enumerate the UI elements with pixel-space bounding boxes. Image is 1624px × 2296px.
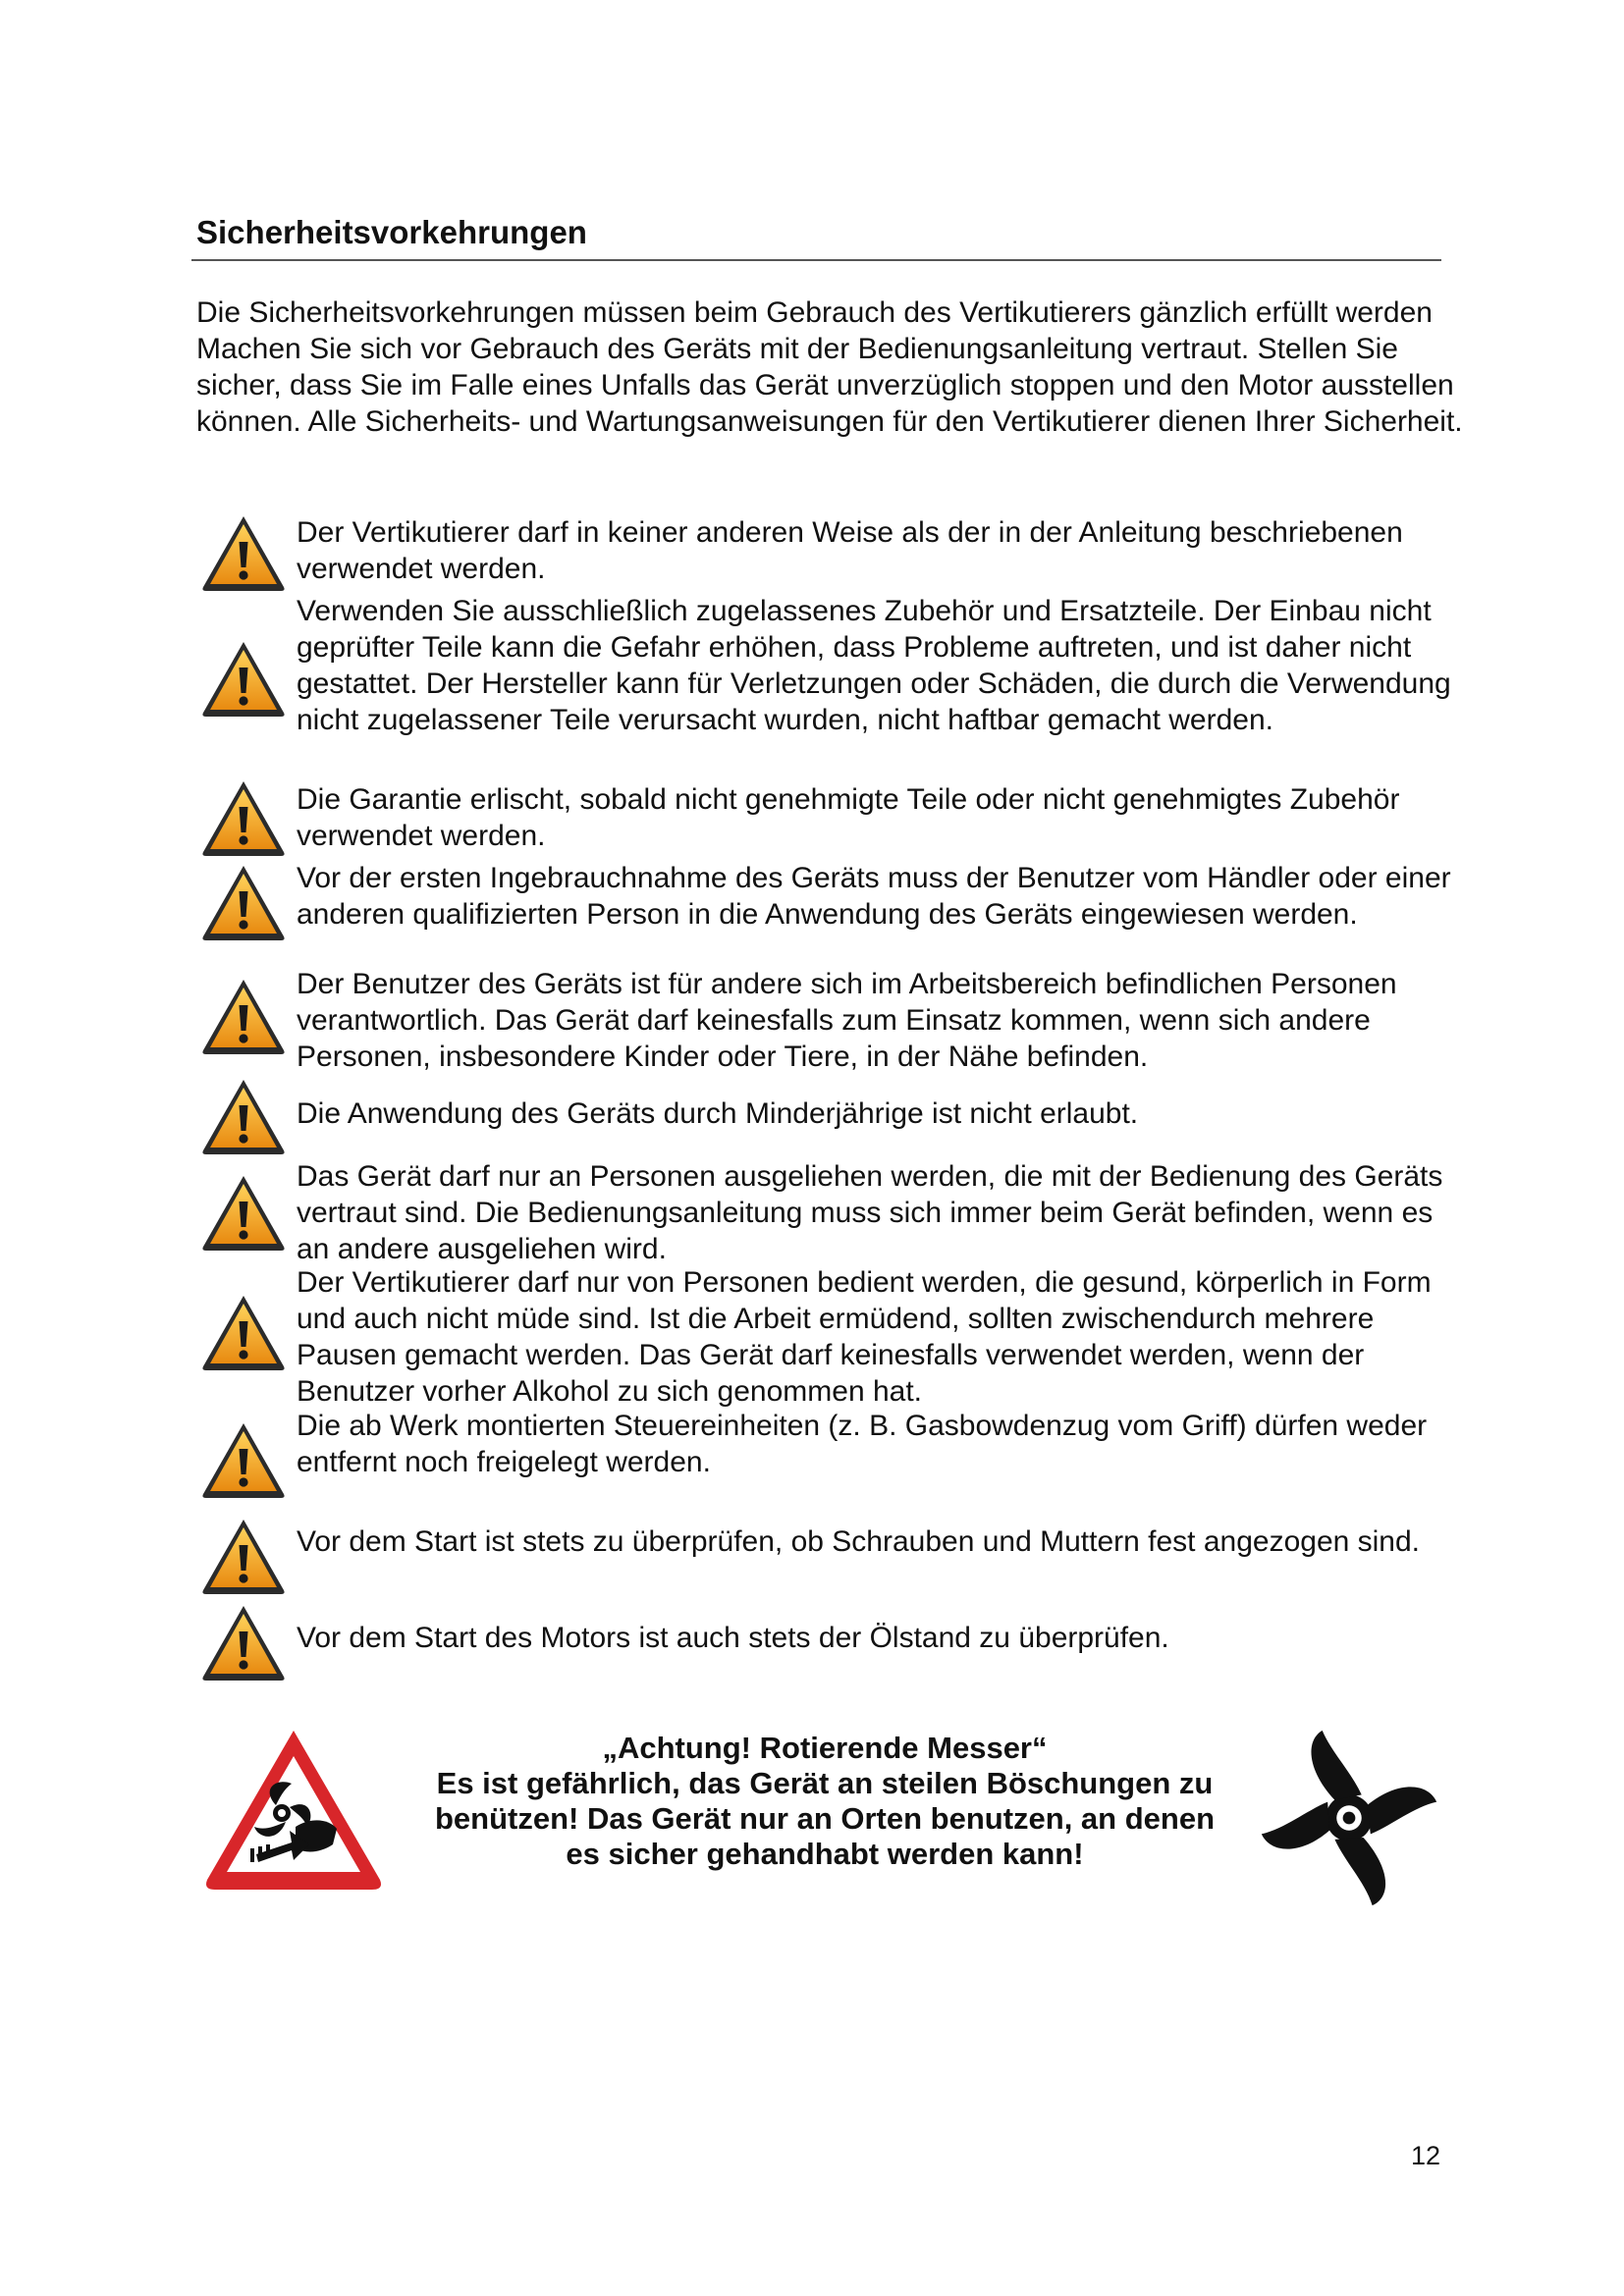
blade-warning-title: „Achtung! Rotierende Messer“	[602, 1731, 1048, 1765]
warning-triangle-icon	[199, 976, 288, 1056]
warning-text: Vor der ersten Ingebrauchnahme des Geräts muss der Benutzer vom Händler oder einer anderen qualifizierten Person in die Anwendung des Geräts eingewiesen werden.	[297, 862, 1451, 931]
warning-triangle-icon	[199, 1076, 288, 1156]
warning-text: Der Vertikutierer darf in keiner anderen Weise als der in der Anleitung beschriebenen verwendet werden.	[297, 516, 1403, 585]
blade-warning-line: Es ist gefährlich, das Gerät an steilen Böschungen zu	[436, 1766, 1214, 1800]
blade-warning-text	[412, 1731, 1237, 1872]
warning-text: Verwenden Sie ausschließlich zugelassenes Zubehör und Ersatzteile. Der Einbau nicht geprüfter Teile kann die Gefahr erhöhen, dass Probleme auftreten, und ist daher nicht gestattet. Der Hersteller kann für Verletzungen oder Schäden, die durch die Verwendung nicht zugelassener Teile verursacht wurden, nicht haftbar gemacht werden.	[297, 595, 1451, 736]
intro-paragraph: Die Sicherheitsvorkehrungen müssen beim Gebrauch des Vertikutierers gänzlich erfüllt werden Machen Sie sich vor Gebrauch des Geräts mit der Bedienungsanleitung vertraut. Stellen Sie sicher, dass Sie im Falle eines Unfalls das Gerät unverzüglich stoppen und den Motor ausstellen können. Alle Sicherheits- und Wartungsanweisungen für den Vertikutierer dienen Ihrer Sicherheit.	[196, 296, 1463, 438]
warning-triangle-icon	[199, 1172, 288, 1253]
warning-triangle-icon	[199, 1292, 288, 1372]
warning-triangle-icon	[199, 638, 288, 719]
warning-text: Vor dem Start des Motors ist auch stets der Ölstand zu überprüfen.	[297, 1622, 1169, 1654]
warning-triangle-icon	[199, 1516, 288, 1596]
blade-warning-line: benützen! Das Gerät nur an Orten benutzen, an denen	[434, 1801, 1216, 1836]
rotating-blade-icon	[1260, 1729, 1438, 1907]
title-divider	[191, 259, 1441, 261]
warning-text: Die Anwendung des Geräts durch Minderjährige ist nicht erlaubt.	[297, 1097, 1139, 1130]
warning-triangle-icon	[199, 512, 288, 593]
warning-text: Das Gerät darf nur an Personen ausgeliehen werden, die mit der Bedienung des Geräts vertraut sind. Die Bedienungsanleitung muss sich immer beim Gerät befinden, wenn es an andere ausgeliehen wird.	[297, 1160, 1443, 1265]
warning-triangle-icon	[199, 1602, 288, 1682]
page-number: 12	[1411, 2141, 1441, 2170]
warning-triangle-icon	[199, 862, 288, 942]
warning-triangle-icon	[199, 777, 288, 858]
warning-triangle-icon	[199, 1419, 288, 1500]
warning-text: Der Benutzer des Geräts ist für andere sich im Arbeitsbereich befindlichen Personen verantwortlich. Das Gerät darf keinesfalls zum Einsatz kommen, wenn sich andere Personen, insbesondere Kinder oder Tiere, in der Nähe befinden.	[297, 968, 1397, 1073]
warning-text: Die ab Werk montierten Steuereinheiten (z. B. Gasbowdenzug vom Griff) dürfen weder entfernt noch freigelegt werden.	[297, 1410, 1428, 1478]
page-title: Sicherheitsvorkehrungen	[196, 214, 587, 250]
warning-text: Die Garantie erlischt, sobald nicht genehmigte Teile oder nicht genehmigtes Zubehör verwendet werden.	[297, 783, 1400, 852]
rotating-blade-hand-warning-icon	[199, 1723, 388, 1896]
warning-text: Der Vertikutierer darf nur von Personen bedient werden, die gesund, körperlich in Form und auch nicht müde sind. Ist die Arbeit ermüdend, sollten zwischendurch mehrere Pausen gemacht werden. Das Gerät darf keinesfalls verwendet werden, wenn der Benutzer vorher Alkohol zu sich genommen hat.	[297, 1266, 1432, 1408]
warning-text: Vor dem Start ist stets zu überprüfen, ob Schrauben und Muttern fest angezogen sind.	[297, 1525, 1421, 1558]
rotating-blade-warning	[0, 1723, 1624, 1919]
blade-warning-line: es sicher gehandhabt werden kann!	[566, 1837, 1084, 1871]
